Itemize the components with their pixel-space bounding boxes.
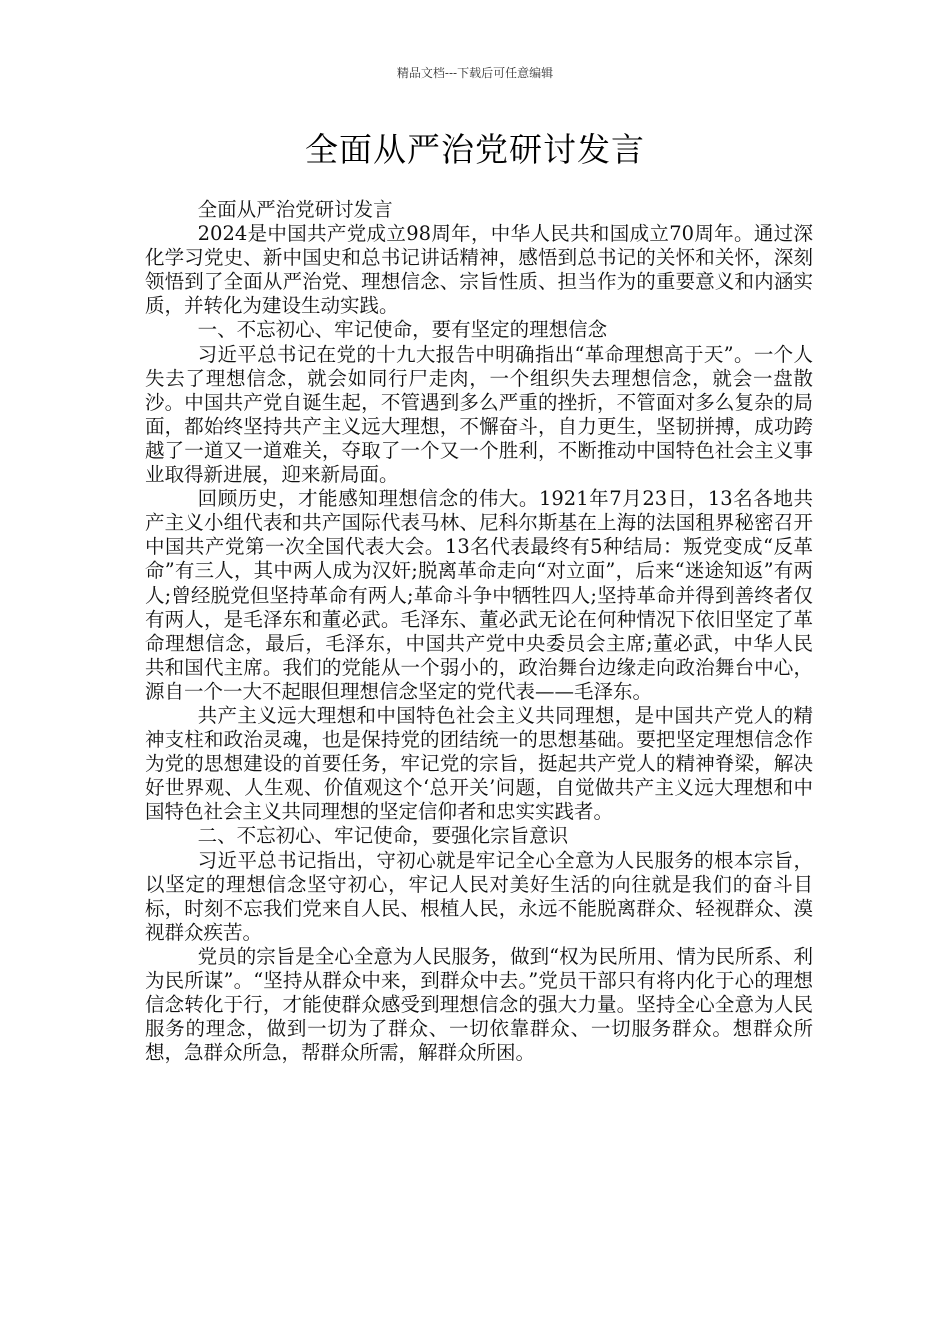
document-body xyxy=(145,198,813,1065)
paragraph: 2024是中国共产党成立98周年，中华人民共和国成立70周年。通过深化学习党史、新中国史和总书记讲话精神，感悟到总书记的关怀和关怀，深刻领悟到了全面从严治党、理想信念、宗旨性质、担当作为的重要意义和内涵实质，并转化为建设生动实践。 xyxy=(145,222,813,318)
paragraph: 习近平总书记在党的十九大报告中明确指出“革命理想高于天”。一个人失去了理想信念，就会如同行尸走肉，一个组织失去理想信念，就会一盘散沙。中国共产党自诞生起，不管遇到多么严重的挫折，不管面对多么复杂的局面，都始终坚持共产主义远大理想，不懈奋斗，自力更生，坚韧拼搏，成功跨越了一道又一道难关，夺取了一个又一个胜利，不断推动中国特色社会主义事业取得新进展，迎来新局面。 xyxy=(145,342,813,487)
paragraph: 党员的宗旨是全心全意为人民服务，做到“权为民所用、情为民所系、利为民所谋”。“坚持从群众中来，到群众中去。”党员干部只有将内化于心的理想信念转化于行，才能使群众感受到理想信念的强大力量。坚持全心全意为人民服务的理念，做到一切为了群众、一切依靠群众、一切服务群众。想群众所想，急群众所急，帮群众所需，解群众所困。 xyxy=(145,944,813,1065)
document-title: 全面从严治党研讨发言 xyxy=(305,130,645,169)
paragraph: 习近平总书记指出，守初心就是牢记全心全意为人民服务的根本宗旨，以坚定的理想信念坚守初心，牢记人民对美好生活的向往就是我们的奋斗目标，时刻不忘我们党来自人民、根植人民，永远不能脱离群众、轻视群众、漠视群众疾苦。 xyxy=(145,848,813,944)
section-heading: 二、不忘初心、牢记使命，要强化宗旨意识 xyxy=(197,824,569,848)
section-heading: 一、不忘初心、牢记使命，要有坚定的理想信念 xyxy=(197,318,608,342)
paragraph: 共产主义远大理想和中国特色社会主义共同理想，是中国共产党人的精神支柱和政治灵魂，也是保持党的团结统一的思想基础。要把坚定理想信念作为党的思想建设的首要任务，牢记党的宗旨，挺起共产党人的精神脊梁，解决好世界观、人生观、价值观这个‘总开关’问题，自觉做共产主义远大理想和中国特色社会主义共同理想的坚定信仰者和忠实实践者。 xyxy=(145,703,813,824)
paragraph: 回顾历史，才能感知理想信念的伟大。1921年7月23日，13名各地共产主义小组代表和共产国际代表马林、尼科尔斯基在上海的法国租界秘密召开中国共产党第一次全国代表大会。13名代表最终有5种结局：叛党变成“反革命”有三人，其中两人成为汉奸;脱离革命走向“对立面”，后来“迷途知返”有两人;曾经脱党但坚持革命有两人;革命斗争中牺牲四人;坚持革命并得到善终者仅有两人，是毛泽东和董必武。毛泽东、董必武无论在何种情况下依旧坚定了革命理想信念，最后，毛泽东，中国共产党中央委员会主席;董必武，中华人民共和国代主席。我们的党能从一个弱小的，政治舞台边缘走向政治舞台中心，源自一个一大不起眼但理想信念坚定的党代表——毛泽东。 xyxy=(145,487,813,703)
paragraph: 全面从严治党研讨发言 xyxy=(197,198,393,221)
page-header: 精品文档---下载后可任意编辑 xyxy=(396,66,554,80)
